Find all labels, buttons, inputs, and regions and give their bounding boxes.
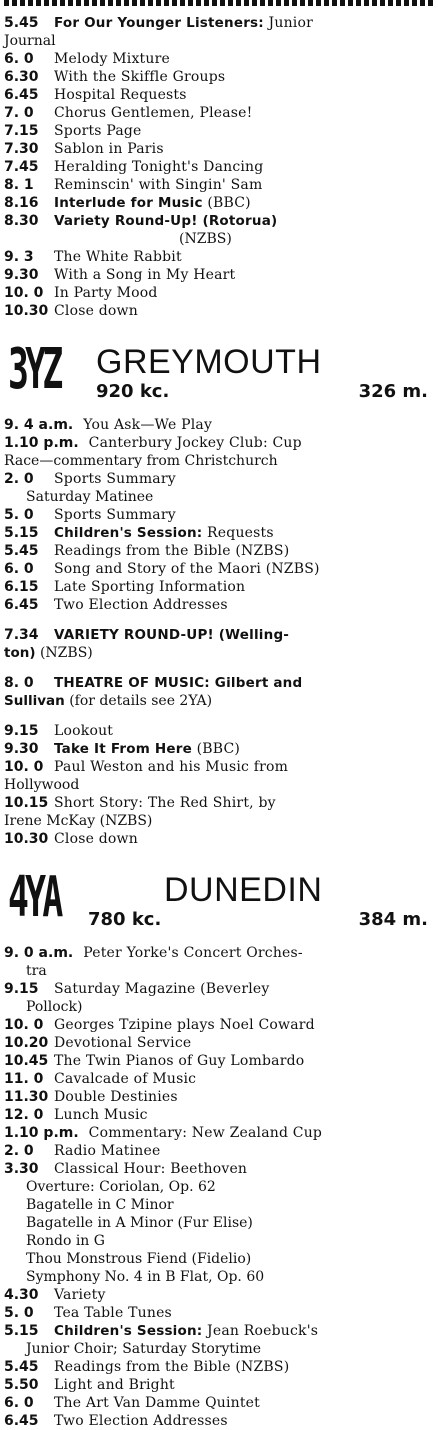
programme-text: With the Skiffle Groups	[54, 69, 226, 85]
programme-text: Close down	[54, 831, 138, 847]
listing-row	[4, 1052, 434, 1070]
time: 9.30	[4, 267, 39, 283]
listing-row	[4, 176, 434, 194]
programme-text: Requests	[202, 525, 274, 541]
time: 9.30	[4, 741, 39, 757]
listing-row	[4, 722, 434, 740]
programme-item: Overture: Coriolan, Op. 62	[26, 1179, 216, 1195]
programme-text: Classical Hour: Beethoven	[54, 1161, 248, 1177]
listing-row	[4, 758, 434, 776]
time: 5.50	[4, 1377, 39, 1393]
continuation: tra	[26, 963, 47, 979]
programme-bold: Variety Round-Up! (Rotorua)	[54, 213, 278, 229]
listing-row	[4, 794, 434, 812]
listing-row	[4, 1088, 434, 1106]
listing-row	[4, 506, 434, 524]
continuation	[4, 692, 434, 710]
station-callsign: 3YZ	[8, 337, 60, 402]
programme-text: Double Destinies	[54, 1089, 178, 1105]
programme-text: Light and Bright	[54, 1377, 175, 1393]
time: 9. 0 a.m.	[4, 945, 74, 961]
time: 10.20	[4, 1035, 49, 1051]
listing-row	[4, 1160, 434, 1178]
time: 6. 0	[4, 51, 34, 67]
time: 4.30	[4, 1287, 39, 1303]
programme-bold: Children's Session:	[54, 525, 203, 541]
programme-text: Variety	[54, 1287, 106, 1303]
listing-row	[4, 1016, 434, 1034]
listing-row	[4, 1394, 434, 1412]
programme-item: Bagatelle in A Minor (Fur Elise)	[26, 1215, 253, 1231]
programme-item: Thou Monstrous Fiend (Fidelio)	[26, 1251, 252, 1267]
continuation: Hollywood	[4, 777, 80, 793]
listing-row	[4, 158, 434, 176]
time: 3.30	[4, 1161, 39, 1177]
listing-row	[4, 1142, 434, 1160]
time: 10.30	[4, 831, 49, 847]
listing-row	[4, 830, 434, 848]
time: 10.45	[4, 1053, 49, 1069]
time: 10. 0	[4, 1017, 44, 1033]
listing-row	[4, 740, 434, 758]
time: 7.30	[4, 141, 39, 157]
listing-row	[4, 194, 434, 212]
station-city: DUNEDIN	[164, 871, 323, 909]
programme-bold: For Our Younger Listeners:	[54, 15, 264, 31]
continuation: Saturday Matinee	[26, 489, 154, 505]
programme-text: Readings from the Bible (NZBS)	[54, 1359, 290, 1375]
programme-text: Lookout	[54, 723, 114, 739]
continuation: Irene McKay (NZBS)	[4, 813, 153, 829]
programme-text: In Party Mood	[54, 285, 158, 301]
programme-text: Devotional Service	[54, 1035, 192, 1051]
listing-row	[4, 626, 434, 644]
schedule-section-continued	[4, 14, 434, 320]
listing-row	[4, 122, 434, 140]
time: 6.45	[4, 1413, 39, 1429]
time: 7. 0	[4, 105, 34, 121]
programme-text: Canterbury Jockey Club: Cup	[88, 435, 302, 451]
listing-row	[4, 674, 434, 692]
station-wavelength: 326 m.	[358, 381, 428, 402]
programme-text: With a Song in My Heart	[54, 267, 236, 283]
programme-text: Cavalcade of Music	[54, 1071, 197, 1087]
listing-row	[4, 1106, 434, 1124]
time: 6. 0	[4, 561, 34, 577]
programme-text: You Ask—We Play	[83, 417, 213, 433]
time: 11.30	[4, 1089, 49, 1105]
listing-row	[4, 86, 434, 104]
programme-text: Junior	[263, 15, 314, 31]
time: 9.15	[4, 723, 39, 739]
continuation: Journal	[4, 33, 56, 49]
programme-text: Melody Mixture	[54, 51, 170, 67]
programme-text: Two Election Addresses	[54, 1413, 228, 1429]
programme-text: (BBC)	[191, 741, 241, 757]
time: 6.45	[4, 597, 39, 613]
station-wavelength: 384 m.	[358, 909, 428, 930]
station-frequency: 920 kc.	[96, 381, 170, 402]
listing-row	[4, 434, 434, 452]
time: 6.45	[4, 87, 39, 103]
programme-text: The Twin Pianos of Guy Lombardo	[54, 1053, 305, 1069]
time: 5. 0	[4, 507, 34, 523]
time: 5.45	[4, 15, 39, 31]
time: 11. 0	[4, 1071, 44, 1087]
programme-text: (NZBS)	[35, 645, 93, 661]
listing-row	[4, 560, 434, 578]
programme-bold: VARIETY ROUND-UP! (Welling-	[54, 627, 290, 643]
programme-text: Hospital Requests	[54, 87, 187, 103]
listing-row	[4, 248, 434, 266]
time: 5.45	[4, 543, 39, 559]
listing-row	[4, 416, 434, 434]
listing-row	[4, 104, 434, 122]
programme-item: Symphony No. 4 in B Flat, Op. 60	[26, 1269, 265, 1285]
programme-text: Tea Table Tunes	[54, 1305, 172, 1321]
listing-row	[4, 1034, 434, 1052]
time: 1.10 p.m.	[4, 1125, 79, 1141]
time: 8.16	[4, 195, 39, 211]
listing-row	[4, 266, 434, 284]
programme-text: Short Story: The Red Shirt, by	[54, 795, 276, 811]
programme-text: Song and Story of the Maori (NZBS)	[54, 561, 320, 577]
time: 9. 4 a.m.	[4, 417, 74, 433]
programme-text: Sports Summary	[54, 471, 176, 487]
programme-text: Sports Page	[54, 123, 142, 139]
listing-row	[4, 524, 434, 542]
programme-text: Paul Weston and his Music from	[54, 759, 289, 775]
time: 6. 0	[4, 1395, 34, 1411]
time: 7.45	[4, 159, 39, 175]
continuation: Race—commentary from Christchurch	[4, 453, 278, 469]
programme-text: Chorus Gentlemen, Please!	[54, 105, 253, 121]
listing-row	[4, 1412, 434, 1430]
programme-text: Jean Roebuck's	[202, 1323, 319, 1339]
time: 7.34	[4, 627, 39, 643]
listing-row	[4, 68, 434, 86]
time: 5.15	[4, 525, 39, 541]
time: 2. 0	[4, 1143, 34, 1159]
programme-bold: Sullivan	[4, 693, 65, 709]
station-callsign: 4YA	[8, 865, 60, 930]
time: 10.15	[4, 795, 49, 811]
programme-text: Two Election Addresses	[54, 597, 228, 613]
schedule-section-4ya	[4, 944, 434, 1430]
listing-row	[4, 980, 434, 998]
time: 6.30	[4, 69, 39, 85]
continuation	[4, 644, 434, 662]
station-header-4ya	[4, 865, 434, 932]
listing-row	[4, 542, 434, 560]
time: 7.15	[4, 123, 39, 139]
station-city: GREYMOUTH	[96, 343, 322, 381]
programme-text: Sablon in Paris	[54, 141, 164, 157]
programme-text: (for details see 2YA)	[64, 693, 213, 709]
programme-bold: Take It From Here	[54, 741, 192, 757]
listing-row	[4, 1124, 434, 1142]
programme-text: Lunch Music	[54, 1107, 148, 1123]
programme-text: Peter Yorke's Concert Orches-	[83, 945, 303, 961]
time: 5.45	[4, 1359, 39, 1375]
listing-row	[4, 212, 434, 230]
listing-row	[4, 596, 434, 614]
programme-text: Georges Tzipine plays Noel Coward	[54, 1017, 315, 1033]
time: 8. 0	[4, 675, 34, 691]
programme-bold: THEATRE OF MUSIC: Gilbert and	[54, 675, 303, 691]
programme-bold: Children's Session:	[54, 1323, 203, 1339]
programme-text: Saturday Magazine (Beverley	[54, 981, 270, 997]
listing-row	[4, 140, 434, 158]
listing-row	[4, 470, 434, 488]
time: 12. 0	[4, 1107, 44, 1123]
time: 9. 3	[4, 249, 34, 265]
time: 5. 0	[4, 1305, 34, 1321]
programme-text: Sports Summary	[54, 507, 176, 523]
listing-row	[4, 284, 434, 302]
continuation: Pollock)	[26, 999, 83, 1015]
time: 2. 0	[4, 471, 34, 487]
listing-row	[4, 1070, 434, 1088]
listing-row	[4, 50, 434, 68]
schedule-section-3yz	[4, 416, 434, 848]
programme-item: Bagatelle in C Minor	[26, 1197, 174, 1213]
station-header-3yz	[4, 337, 434, 404]
programme-text: (BBC)	[202, 195, 251, 211]
time: 8. 1	[4, 177, 34, 193]
time: 10. 0	[4, 285, 44, 301]
programme-bold: ton)	[4, 645, 36, 661]
listing-row	[4, 578, 434, 596]
time: 5.15	[4, 1323, 39, 1339]
programme-text: Commentary: New Zealand Cup	[88, 1125, 323, 1141]
programme-bold: Interlude for Music	[54, 195, 203, 211]
station-frequency: 780 kc.	[88, 909, 162, 930]
time: 9.15	[4, 981, 39, 997]
listing-row	[4, 944, 434, 962]
listing-row	[4, 1304, 434, 1322]
programme-text: Heralding Tonight's Dancing	[54, 159, 264, 175]
listing-row	[4, 1376, 434, 1394]
top-border-rule	[4, 0, 434, 10]
programme-text: The White Rabbit	[54, 249, 182, 265]
listing-row	[4, 1322, 434, 1340]
listing-row	[4, 14, 434, 32]
listing-row	[4, 302, 434, 320]
time: 10.30	[4, 303, 49, 319]
programme-text: Readings from the Bible (NZBS)	[54, 543, 290, 559]
continuation: (NZBS)	[179, 231, 232, 247]
listing-row	[4, 1358, 434, 1376]
programme-text: Radio Matinee	[54, 1143, 161, 1159]
programme-text: The Art Van Damme Quintet	[54, 1395, 260, 1411]
time: 1.10 p.m.	[4, 435, 79, 451]
time: 6.15	[4, 579, 39, 595]
programme-text: Reminscin' with Singin' Sam	[54, 177, 263, 193]
continuation: Junior Choir; Saturday Storytime	[26, 1341, 262, 1357]
time: 10. 0	[4, 759, 44, 775]
programme-item: Rondo in G	[26, 1233, 105, 1249]
programme-text: Late Sporting Information	[54, 579, 246, 595]
programme-text: Close down	[54, 303, 138, 319]
listing-row	[4, 1286, 434, 1304]
time: 8.30	[4, 213, 39, 229]
